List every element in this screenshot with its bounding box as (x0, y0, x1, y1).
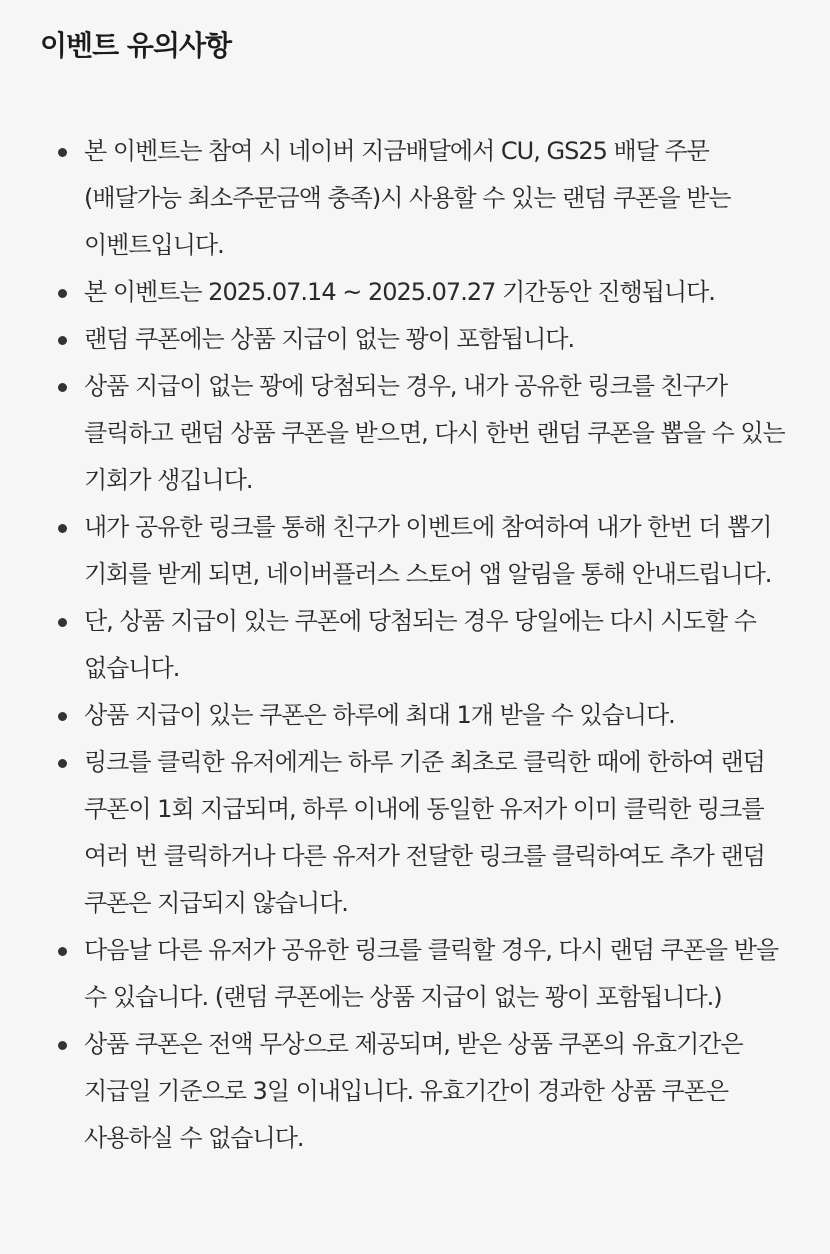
notice-list (40, 128, 790, 1162)
notice-item (40, 692, 790, 739)
notice-item-text: 상품 지급이 없는 꽝에 당첨되는 경우, 내가 공유한 링크를 친구가 클릭하고 랜덤 상품 쿠폰을 받으면, 다시 한번 랜덤 쿠폰을 뽑을 수 있는 기회가 생깁니다. (84, 372, 785, 494)
notice-item (40, 1021, 790, 1162)
notice-item-text: 단, 상품 지급이 있는 쿠폰에 당첨되는 경우 당일에는 다시 시도할 수 없습니다. (84, 607, 756, 682)
bullet-icon (58, 383, 67, 392)
notice-item (40, 128, 790, 269)
notice-item (40, 739, 790, 927)
bullet-icon (58, 712, 67, 721)
notice-item-text: 상품 쿠폰은 전액 무상으로 제공되며, 받은 상품 쿠폰의 유효기간은 지급일 기준으로 3일 이내입니다. 유효기간이 경과한 상품 쿠폰은 사용하실 수 없습니다. (84, 1030, 743, 1152)
bullet-icon (58, 618, 67, 627)
notice-item-text: 본 이벤트는 참여 시 네이버 지금배달에서 CU, GS25 배달 주문(배달가능 최소주문금액 충족)시 사용할 수 있는 랜덤 쿠폰을 받는 이벤트입니다. (84, 137, 731, 259)
notice-item (40, 504, 790, 598)
bullet-icon (58, 947, 67, 956)
notice-item-text: 상품 지급이 있는 쿠폰은 하루에 최대 1개 받을 수 있습니다. (84, 701, 675, 729)
notice-item (40, 598, 790, 692)
notice-item (40, 927, 790, 1021)
notice-item (40, 269, 790, 316)
bullet-icon (58, 336, 67, 345)
notice-item (40, 316, 790, 363)
notice-item-text: 랜덤 쿠폰에는 상품 지급이 없는 꽝이 포함됩니다. (84, 325, 575, 353)
notice-item (40, 363, 790, 504)
bullet-icon (58, 759, 67, 768)
notice-item-text: 내가 공유한 링크를 통해 친구가 이벤트에 참여하여 내가 한번 더 뽑기 기회를 받게 되면, 네이버플러스 스토어 앱 알림을 통해 안내드립니다. (84, 513, 772, 588)
notice-item-text: 본 이벤트는 2025.07.14 ~ 2025.07.27 기간동안 진행됩니다. (84, 278, 715, 306)
notice-item-text: 다음날 다른 유저가 공유한 링크를 클릭할 경우, 다시 랜덤 쿠폰을 받을 수 있습니다. (랜덤 쿠폰에는 상품 지급이 없는 꽝이 포함됩니다.) (84, 936, 779, 1011)
bullet-icon (58, 289, 67, 298)
bullet-icon (58, 148, 67, 157)
bullet-icon (58, 1041, 67, 1050)
notice-item-text: 링크를 클릭한 유저에게는 하루 기준 최초로 클릭한 때에 한하여 랜덤 쿠폰이 1회 지급되며, 하루 이내에 동일한 유저가 이미 클릭한 링크를 여러 번 클릭하거나 다른 유저가 전달한 링크를 클릭하여도 추가 랜덤 쿠폰은 지급되지 않습니다. (84, 748, 765, 917)
notice-title: 이벤트 유의사항 (40, 29, 232, 62)
bullet-icon (58, 524, 67, 533)
